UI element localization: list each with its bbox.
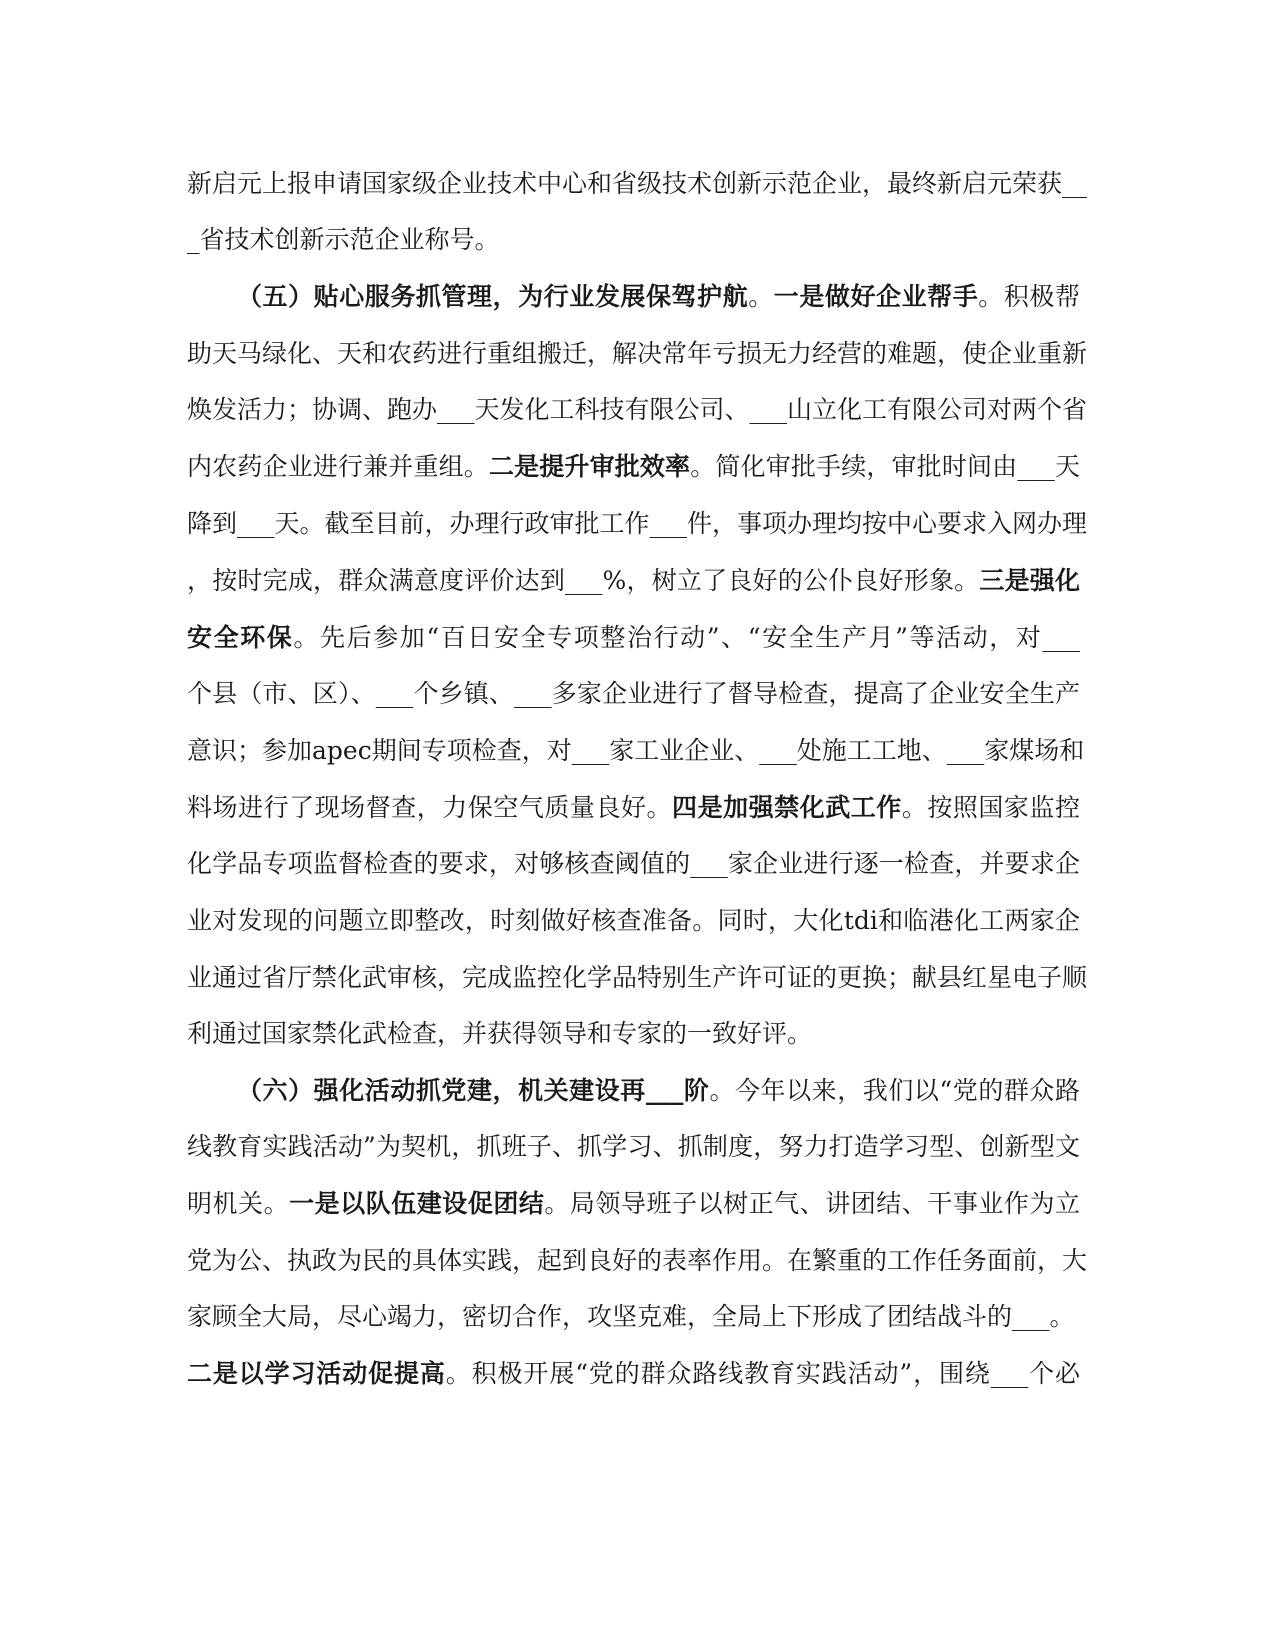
text-line (187, 1358, 1080, 1390)
text-line (187, 338, 1088, 370)
text-run: 焕发活力；协调、跑办___天发化工科技有限公司、___山立化工有限公司对两个省 (187, 395, 1088, 424)
text-run: 。积极帮 (978, 282, 1080, 311)
text-line (187, 394, 1088, 426)
bold-phrase: 一是以队伍建设促团结 (289, 1189, 545, 1218)
text-run: 意识；参加apec期间专项检查，对___家工业企业、___处施工工地、___家煤场和 (187, 736, 1085, 765)
text-line (187, 1131, 1080, 1163)
text-line (187, 565, 1080, 597)
text-line (187, 451, 1080, 483)
text-run: 料场进行了现场督查，力保空气质量良好。 (187, 793, 673, 822)
text-run: 。 (748, 282, 774, 311)
text-line (187, 678, 1080, 710)
text-line (187, 962, 1088, 994)
text-run: 业通过省厅禁化武审核，完成监控化学品特别生产许可证的更换；献县红星电子顺 (187, 963, 1088, 992)
text-run: 线教育实践活动”为契机，抓班子、抓学习、抓制度，努力打造学习型、创新型文 (187, 1132, 1080, 1161)
bold-phrase: 安全环保 (187, 623, 294, 652)
text-line (237, 281, 1080, 313)
text-run: 个县（市、区）、___个乡镇、___多家企业进行了督导检查，提高了企业安全生产 (187, 679, 1080, 708)
text-run: 。先后参加“百日安全专项整治行动”、“安全生产月”等活动，对___ (293, 623, 1080, 652)
text-line (187, 1301, 1075, 1333)
text-run: 降到___天。截至目前，办理行政审批工作___件，事项办理均按中心要求入网办理 (187, 509, 1088, 538)
text-run: 利通过国家禁化武检查，并获得领导和专家的一致好评。 (187, 1019, 813, 1048)
bold-phrase: 二是以学习活动促提高 (187, 1359, 446, 1388)
text-run: 党为公、执政为民的具体实践，起到良好的表率作用。在繁重的工作任务面前，大 (187, 1246, 1088, 1275)
text-line (187, 735, 1085, 767)
text-run: 内农药企业进行兼并重组。 (187, 452, 489, 481)
text-run: 。积极开展“党的群众路线教育实践活动”，围绕___个必 (445, 1359, 1080, 1388)
bold-phrase: 三是强化 (979, 566, 1080, 595)
text-run: 。按照国家监控 (901, 793, 1080, 822)
text-line (187, 622, 1080, 654)
text-run: 。局领导班子以树正气、讲团结、干事业作为立 (544, 1189, 1080, 1218)
bold-phrase: 二是提升审批效率 (488, 452, 691, 481)
text-run: ，按时完成，群众满意度评价达到___%，树立了良好的公仆良好形象。 (187, 566, 980, 595)
text-line (187, 1018, 812, 1050)
bold-phrase: （六）强化活动抓党建，机关建设再___阶 (237, 1076, 710, 1105)
text-run: 。简化审批手续，审批时间由___天 (690, 452, 1080, 481)
text-run: _省技术创新示范企业称号。 (187, 225, 500, 254)
bold-phrase: 四是加强禁化武工作 (672, 793, 902, 822)
text-line (187, 848, 1080, 880)
text-line (237, 1075, 1080, 1107)
text-run: 家顾全大局，尽心竭力，密切合作，攻坚克难，全局上下形成了团结战斗的___。 (187, 1302, 1075, 1331)
text-run: 新启元上报申请国家级企业技术中心和省级技术创新示范企业，最终新启元荣获__ (187, 169, 1088, 198)
text-run: 业对发现的问题立即整改，时刻做好核查准备。同时，大化tdi和临港化工两家企 (187, 906, 1080, 935)
text-line (187, 168, 1088, 200)
text-line (187, 905, 1080, 937)
text-line (187, 1188, 1080, 1220)
text-line (187, 224, 500, 256)
bold-phrase: 一是做好企业帮手 (773, 282, 979, 311)
text-run: 助天马绿化、天和农药进行重组搬迁，解决常年亏损无力经营的难题，使企业重新 (187, 339, 1088, 368)
text-line (187, 508, 1088, 540)
text-line (187, 792, 1080, 824)
text-line (187, 1245, 1088, 1277)
text-run: 明机关。 (187, 1189, 290, 1218)
text-run: 。今年以来，我们以“党的群众路 (709, 1076, 1080, 1105)
bold-phrase: （五）贴心服务抓管理，为行业发展保驾护航 (237, 282, 749, 311)
text-run: 化学品专项监督检查的要求，对够核查阈值的___家企业进行逐一检查，并要求企 (187, 849, 1080, 878)
